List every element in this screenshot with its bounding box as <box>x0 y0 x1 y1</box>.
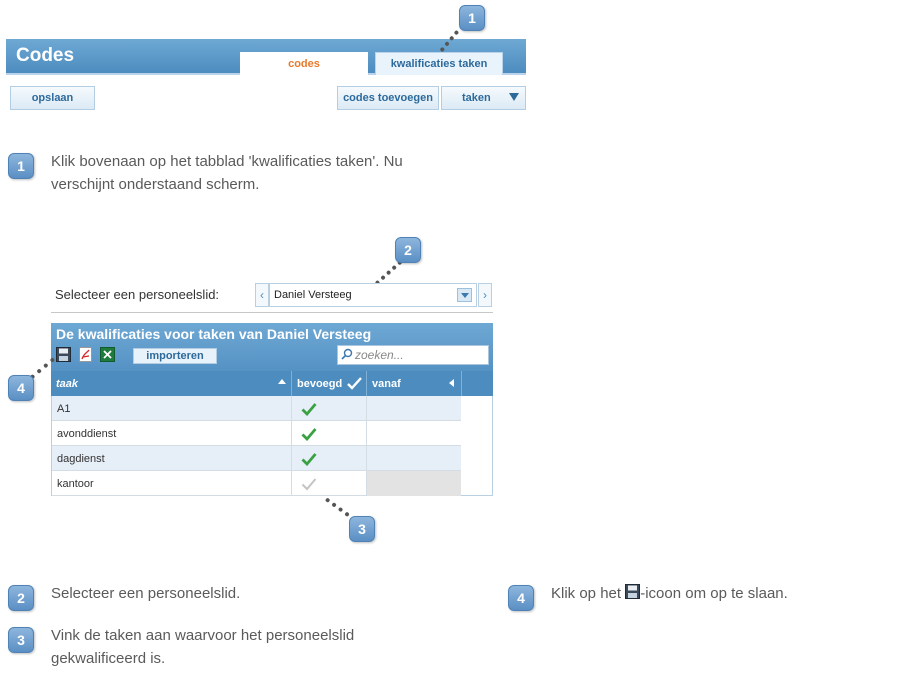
import-button[interactable]: importeren <box>133 348 217 364</box>
column-header-vanaf[interactable] <box>367 371 462 396</box>
check-all-icon[interactable] <box>347 377 362 390</box>
callout-badge-2: 2 <box>395 237 421 263</box>
step-badge-1: 1 <box>8 153 34 179</box>
instruction-step-4-before: Klik op het <box>551 585 626 602</box>
callout-leader-2 <box>375 260 403 286</box>
step-badge-2: 2 <box>8 585 34 611</box>
employee-select-label: Selecteer een personeelslid: <box>55 287 220 302</box>
instruction-step-4-after: -icoon om op te slaan. <box>640 585 788 602</box>
pdf-export-icon[interactable] <box>78 347 93 362</box>
checked-icon[interactable] <box>301 427 317 441</box>
next-employee-button[interactable]: › <box>478 283 492 307</box>
search-icon <box>341 348 353 360</box>
instruction-step-3 <box>51 624 354 670</box>
column-header-spacer <box>462 371 493 396</box>
table-row[interactable] <box>52 421 461 446</box>
instruction-step-1-line-2: verschijnt onderstaand scherm. <box>51 176 260 193</box>
instruction-step-3-line-2: gekwalificeerd is. <box>51 650 166 667</box>
column-header-vanaf-label: vanaf <box>372 377 401 390</box>
collapse-column-icon[interactable] <box>449 379 454 387</box>
table-row[interactable] <box>52 396 461 421</box>
page-title: Codes <box>16 45 75 66</box>
column-header-bevoegd[interactable] <box>292 371 367 396</box>
save-icon <box>625 584 640 599</box>
callout-badge-4: 4 <box>8 375 34 401</box>
grid-title: De kwalificaties voor taken van Daniel Versteeg <box>56 326 372 342</box>
cell-taak: A1 <box>57 403 71 415</box>
instruction-step-4 <box>551 582 788 605</box>
save-button[interactable]: opslaan <box>10 86 95 110</box>
unchecked-icon[interactable] <box>301 477 317 491</box>
step-badge-3: 3 <box>8 627 34 653</box>
tasks-dropdown-label: taken <box>462 92 491 104</box>
tab-codes[interactable]: codes <box>240 52 368 75</box>
employee-select-value: Daniel Versteeg <box>274 289 352 301</box>
add-codes-button[interactable]: codes toevoegen <box>337 86 439 110</box>
callout-badge-3: 3 <box>349 516 375 542</box>
vanaf-cell-disabled <box>367 471 461 496</box>
checked-icon[interactable] <box>301 402 317 416</box>
tab-kwalificaties-taken[interactable]: kwalificaties taken <box>375 52 503 75</box>
instruction-step-3-line-1: Vink de taken aan waarvoor het personeelslid <box>51 627 355 644</box>
checked-icon[interactable] <box>301 452 317 466</box>
step-badge-4: 4 <box>508 585 534 611</box>
sort-ascending-icon <box>278 379 286 384</box>
callout-badge-1: 1 <box>459 5 485 31</box>
instruction-step-1 <box>51 150 403 196</box>
cell-taak: dagdienst <box>57 453 105 465</box>
previous-employee-button[interactable]: ‹ <box>255 283 269 307</box>
cell-taak: kantoor <box>57 478 94 490</box>
chevron-down-icon[interactable] <box>457 288 472 302</box>
excel-export-icon[interactable] <box>100 347 115 362</box>
divider <box>51 312 493 313</box>
tasks-dropdown[interactable] <box>441 86 526 110</box>
column-header-taak-label: taak <box>56 377 79 390</box>
table-row[interactable] <box>52 471 461 496</box>
column-header-taak[interactable] <box>51 371 292 396</box>
save-icon[interactable] <box>56 347 71 362</box>
cell-taak: avonddienst <box>57 428 117 440</box>
table-row[interactable] <box>52 446 461 471</box>
search-placeholder: zoeken... <box>355 348 404 362</box>
instruction-step-1-line-1: Klik bovenaan op het tabblad 'kwalificaties taken'. Nu <box>51 153 403 170</box>
instruction-step-2: Selecteer een personeelslid. <box>51 585 241 602</box>
chevron-down-icon <box>509 93 519 101</box>
column-header-bevoegd-label: bevoegd <box>297 377 343 390</box>
